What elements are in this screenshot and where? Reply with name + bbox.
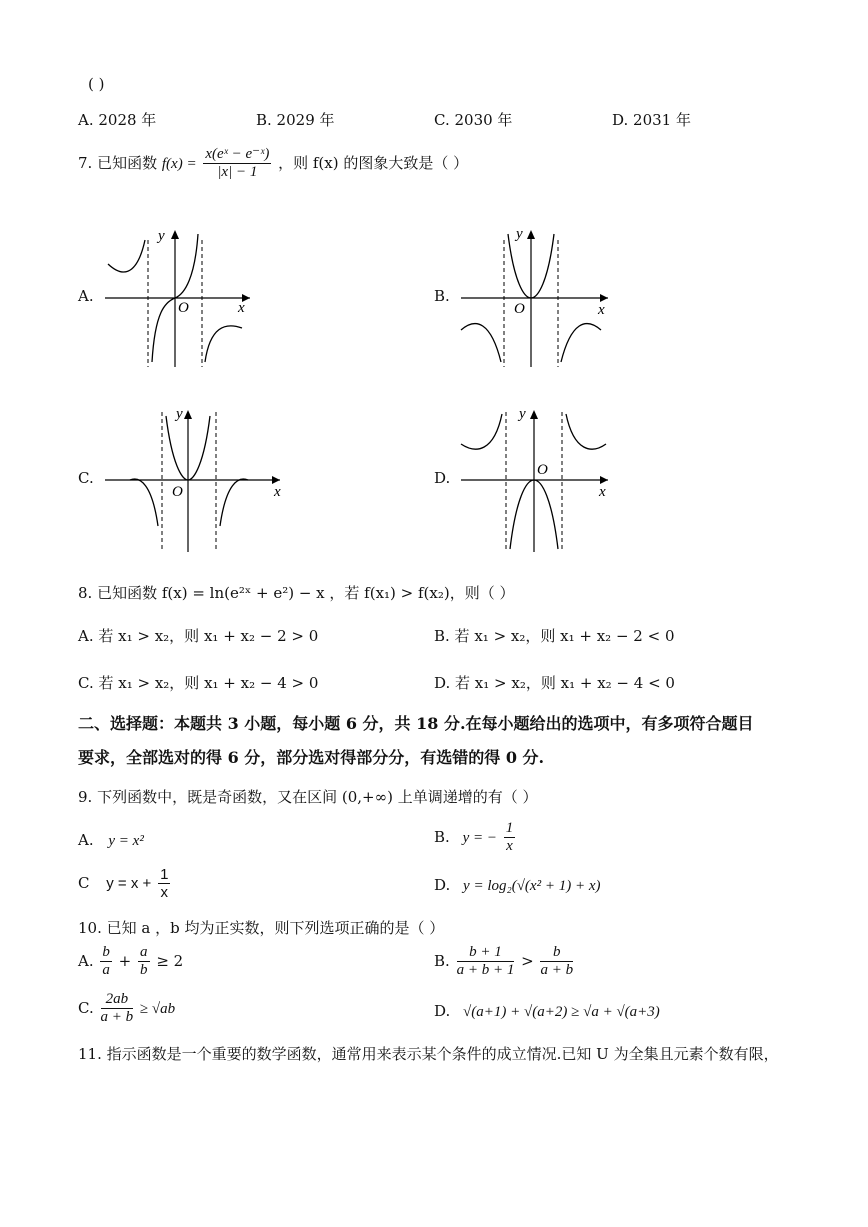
q10-c-tail: ≥ √ab — [139, 1000, 176, 1017]
graph-d-origin: O — [537, 462, 548, 478]
q10-a-d2: b — [140, 962, 148, 979]
q10-option-d — [434, 1002, 660, 1021]
q10-b-frac2 — [540, 944, 573, 980]
q7-denominator: |x| − 1 — [217, 164, 258, 181]
graph-c — [100, 404, 290, 554]
q10-option-b — [434, 944, 575, 980]
q9-a-expr: y = x² — [108, 833, 144, 849]
q10-c-label: C. — [78, 998, 94, 1017]
q10-c-n: 2ab — [101, 991, 134, 1009]
q10-b-label: B. — [434, 951, 450, 970]
q10-option-a — [78, 944, 183, 980]
graph-d-label: D. — [434, 469, 451, 487]
q10-b-op: > — [521, 951, 534, 970]
q10-a-n2: a — [138, 944, 150, 962]
q10-option-c — [78, 991, 175, 1027]
graph-c-label: C. — [78, 469, 94, 487]
graph-c-x-label: x — [274, 484, 281, 500]
q7-prefix: 7. 已知函数 — [78, 153, 158, 172]
graph-a-x-label: x — [238, 300, 245, 316]
graph-a-y-label: y — [158, 228, 165, 244]
q6-option-d: D. 2031 年 — [612, 111, 691, 129]
graph-d-y-label: y — [519, 406, 526, 422]
q9-c-den: x — [160, 884, 168, 902]
q9-option-d — [434, 876, 600, 895]
q9-b-den: x — [506, 838, 513, 855]
q10-b-n2: b — [540, 944, 573, 962]
q9-option-c — [78, 866, 172, 902]
q6-option-b: B. 2029 年 — [256, 111, 335, 129]
q8-option-b: B. 若 x₁ > x₂，则 x₁ + x₂ − 2 < 0 — [434, 627, 675, 645]
q9-b-label: B. — [434, 827, 450, 846]
graph-d — [456, 404, 616, 554]
q7-fraction — [203, 146, 271, 182]
q8-stem: 8. 已知函数 f(x) = ln(e²ˣ + e²) − x ，若 f(x₁) > f(x₂)，则（ ） — [78, 584, 515, 602]
q9-c-pre: y = x + — [106, 874, 152, 892]
q9-b-fraction — [504, 820, 516, 856]
q9-b-num: 1 — [504, 820, 516, 838]
q8-option-a: A. 若 x₁ > x₂，则 x₁ + x₂ − 2 > 0 — [78, 627, 319, 645]
q9-c-num: 1 — [160, 866, 169, 883]
q9-stem: 9. 下列函数中，既是奇函数，又在区间 (0,+∞) 上单调递增的有（ ） — [78, 788, 538, 806]
graph-b-origin: O — [514, 301, 525, 317]
graph-c-y-label: y — [176, 406, 183, 422]
q7-numerator: x(eˣ − e⁻ˣ) — [203, 146, 271, 164]
q7-suffix: ，则 f(x) 的图象大致是（ ） — [278, 153, 469, 172]
q10-b-frac1 — [457, 944, 515, 980]
q9-option-b — [434, 820, 517, 856]
q7-stem — [78, 146, 468, 182]
q9-a-label: A. — [78, 831, 94, 849]
q10-b-d2: a + b — [540, 962, 574, 979]
graph-c-origin: O — [172, 484, 183, 500]
graph-b-x-label: x — [598, 302, 605, 318]
q9-d-expr: y = log₂(√(x² + 1) + x) — [463, 878, 601, 894]
q9-c-label: C — [78, 873, 90, 892]
q10-b-d1: a + b + 1 — [456, 962, 515, 979]
q10-b-n1: b + 1 — [457, 944, 515, 962]
q10-a-frac2 — [138, 944, 150, 980]
q10-a-n1: b — [100, 944, 112, 962]
graph-b-y-label: y — [516, 226, 523, 242]
q10-d-label: D. — [434, 1002, 451, 1020]
graph-a-origin: O — [178, 300, 189, 316]
section2-line2: 要求，全部选对的得 6 分，部分选对得部分分，有选错的得 0 分. — [78, 748, 545, 767]
q9-b-pre: y = − — [462, 829, 497, 846]
graph-a-label: A. — [78, 287, 94, 305]
q10-a-frac1 — [100, 944, 112, 980]
q10-c-d: a + b — [100, 1009, 134, 1026]
q7-f-lhs: f(x) = — [161, 155, 197, 172]
q9-d-label: D. — [434, 876, 451, 894]
q6-option-a: A. 2028 年 — [78, 111, 157, 129]
q10-c-frac — [101, 991, 134, 1027]
q10-stem: 10. 已知 a ，b 均为正实数，则下列选项正确的是（ ） — [78, 919, 445, 937]
q9-c-fraction — [158, 866, 170, 902]
graph-a — [100, 222, 260, 372]
q10-a-plus: + — [118, 951, 132, 970]
graph-b-label: B. — [434, 287, 450, 305]
q11-stem: 11. 指示函数是一个重要的数学函数，通常用来表示某个条件的成立情况.已知 U 为全集且元素个数有限， — [78, 1045, 779, 1063]
graph-b — [456, 222, 616, 372]
q9-option-a — [78, 831, 144, 850]
section2-line1: 二、选择题：本题共 3 小题，每小题 6 分，共 18 分.在每小题给出的选项中，有多项符合题目 — [78, 714, 754, 733]
graph-d-x-label: x — [599, 484, 606, 500]
q10-a-d1: a — [102, 962, 110, 979]
q8-option-d: D. 若 x₁ > x₂，则 x₁ + x₂ − 4 < 0 — [434, 674, 675, 692]
q6-option-c: C. 2030 年 — [434, 111, 513, 129]
q10-d-expr: √(a+1) + √(a+2) ≥ √a + √(a+3) — [463, 1004, 660, 1020]
q6-tail: ( ) — [88, 75, 105, 93]
q10-a-tail: ≥ 2 — [156, 951, 184, 970]
q8-option-c: C. 若 x₁ > x₂，则 x₁ + x₂ − 4 > 0 — [78, 674, 319, 692]
q10-a-label: A. — [78, 951, 94, 970]
